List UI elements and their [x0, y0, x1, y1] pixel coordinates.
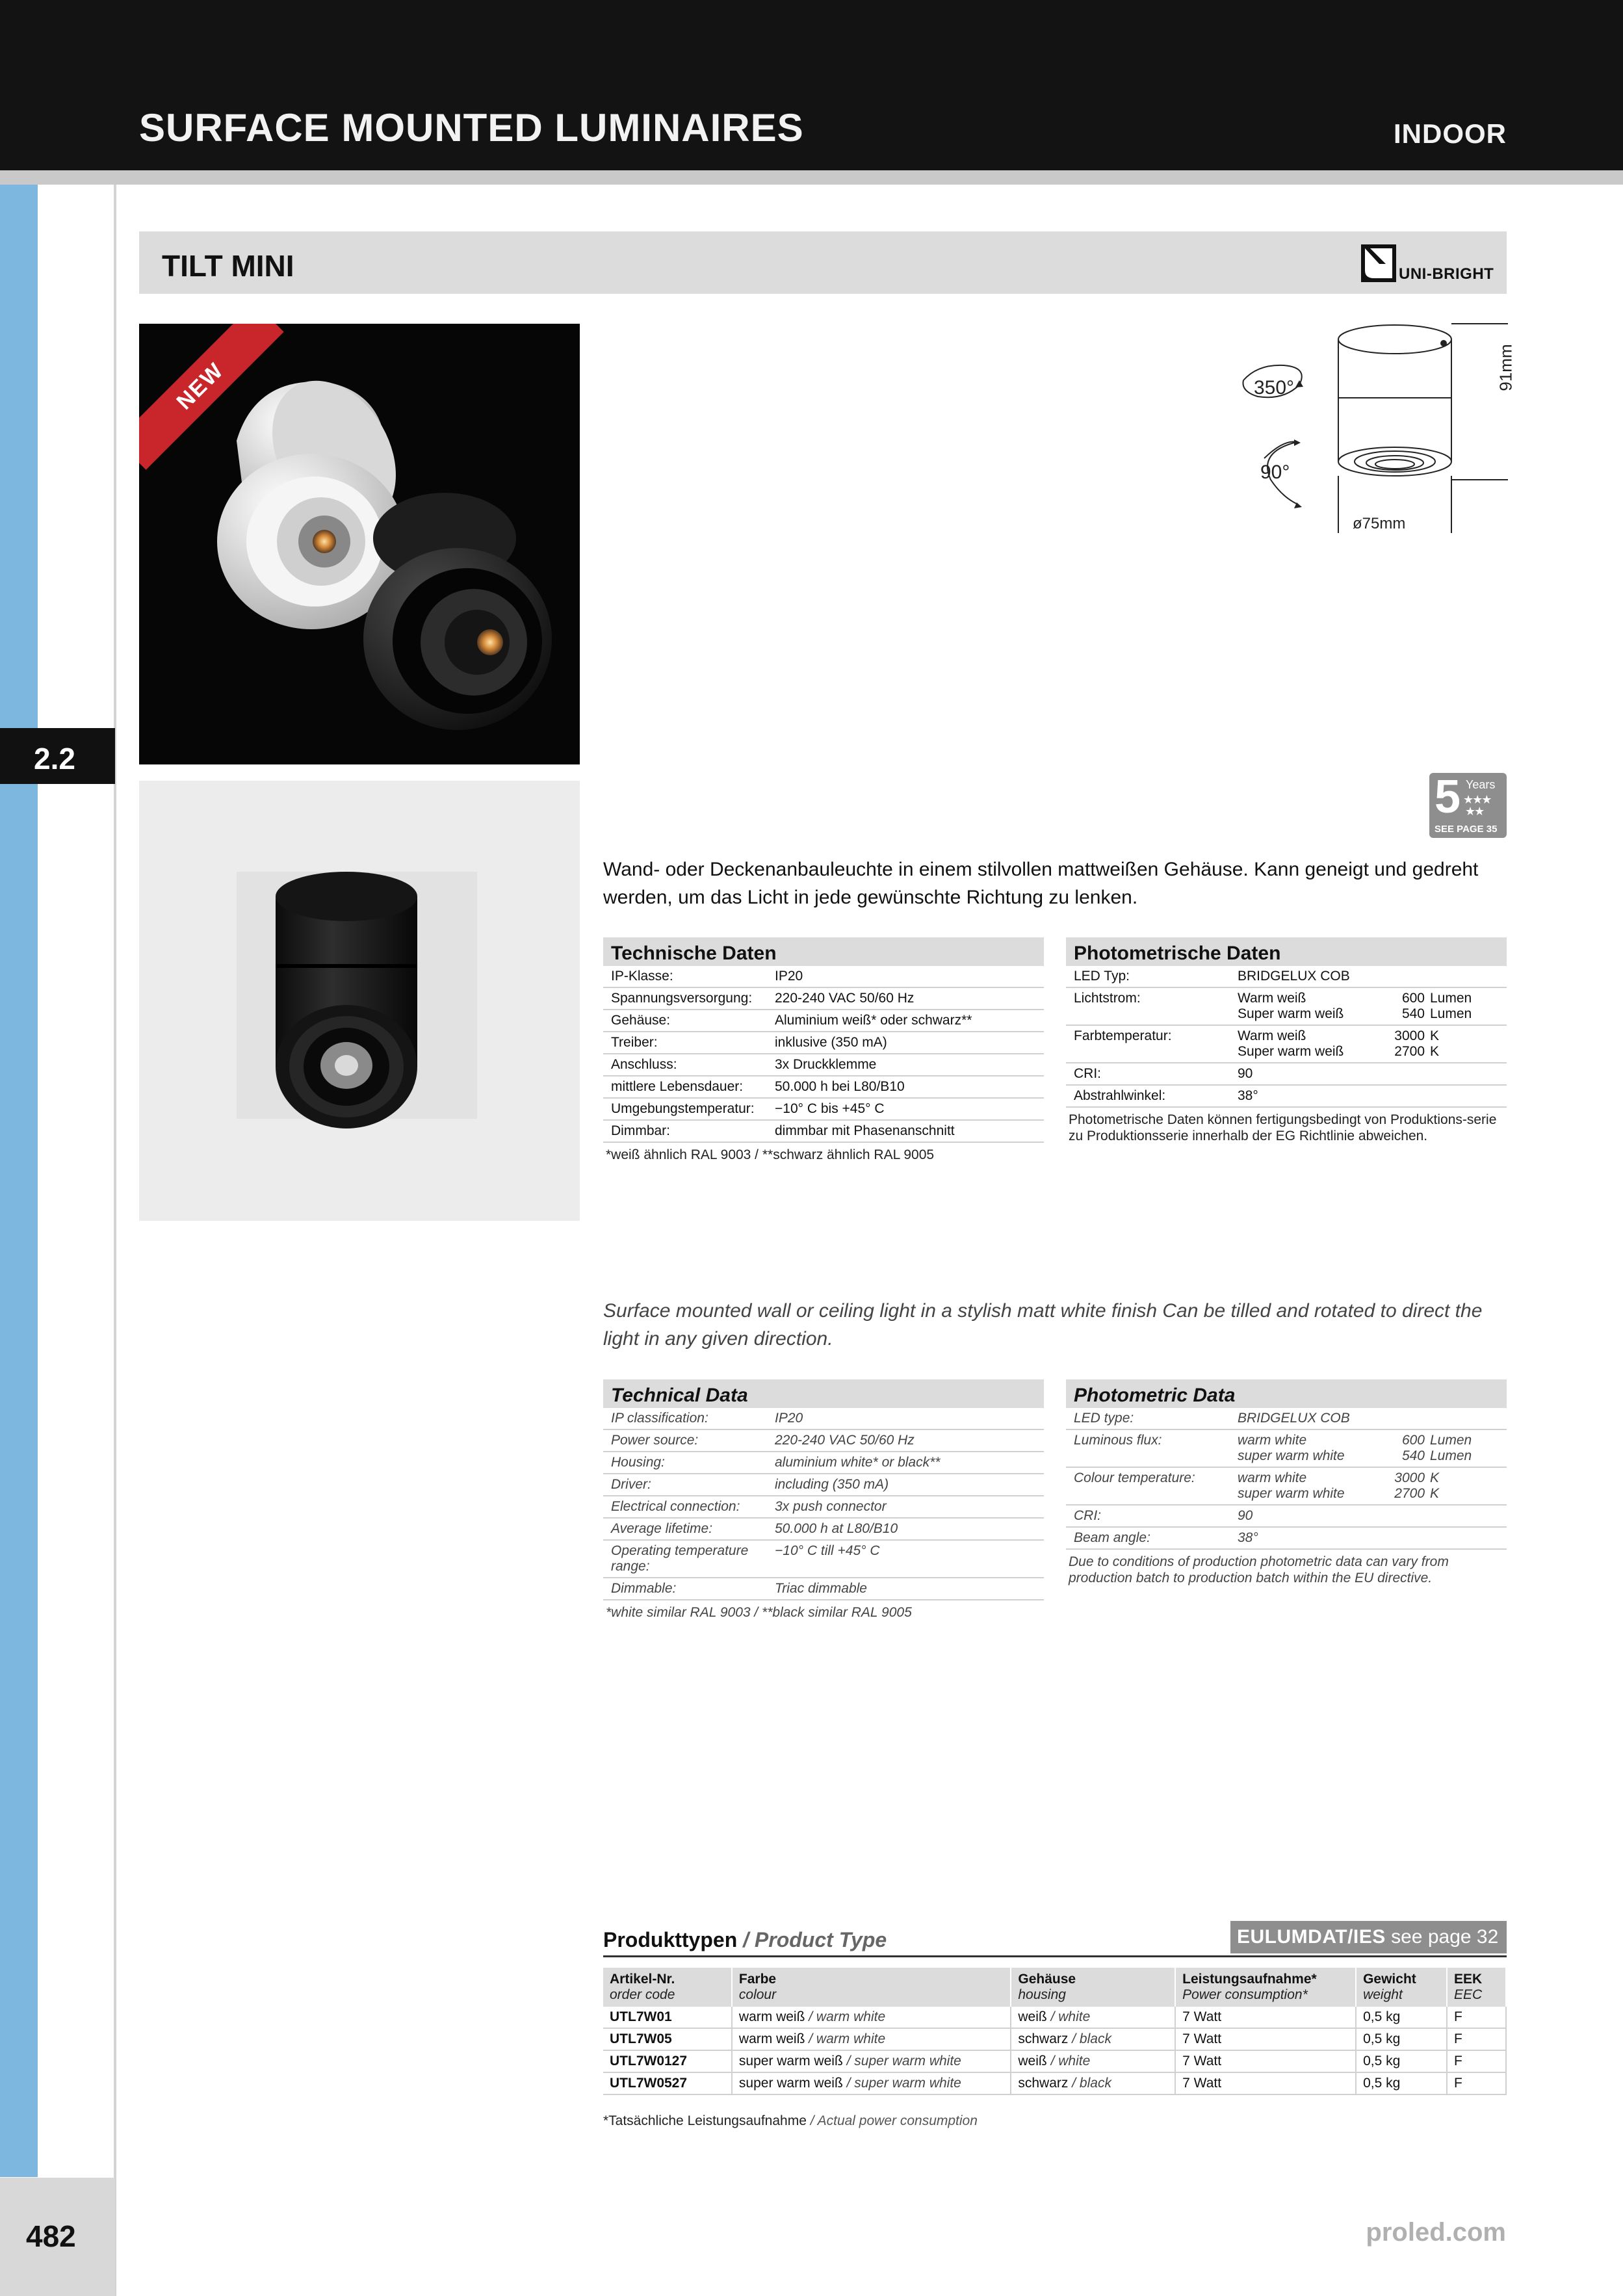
row-value: IP20: [775, 1411, 803, 1426]
row-key: Power source:: [611, 1433, 699, 1448]
table-row: [603, 2028, 1506, 2050]
row-key: IP-Klasse:: [611, 969, 673, 984]
table-row: [603, 966, 1044, 988]
colour-cell: warm weiß / warm white: [732, 2028, 1011, 2050]
weight-cell: 0,5 kg: [1356, 2072, 1447, 2094]
row-key: Operating temperature range:: [611, 1543, 749, 1574]
row-value: Aluminium weiß* oder schwarz**: [775, 1013, 972, 1028]
side-color-bar: [0, 185, 38, 2177]
row-key: mittlere Lebensdauer:: [611, 1079, 744, 1094]
temp-name: super warm white: [1238, 1486, 1345, 1501]
note-en: / Actual power consumption: [810, 2113, 978, 2128]
warranty-number: 5: [1435, 771, 1461, 823]
table-title: Photometric Data: [1066, 1379, 1507, 1408]
housing-cell: weiß / white: [1011, 2050, 1175, 2072]
flux-unit: Lumen: [1430, 1448, 1472, 1463]
luminaire-photo-illustration: [139, 324, 580, 764]
table-row: [603, 1099, 1044, 1121]
flux-value: 540: [1401, 1448, 1425, 1463]
row-key: Spannungsversorgung:: [611, 991, 753, 1006]
product-photo-black: [139, 781, 580, 1221]
flux-name: super warm white: [1238, 1448, 1345, 1463]
row-value: 3x push connector: [775, 1499, 887, 1514]
row-key: Treiber:: [611, 1035, 658, 1050]
col-header: Gehäuse housing: [1011, 1968, 1175, 2007]
product-types-table: [603, 1968, 1507, 2095]
row-value: 220-240 VAC 50/60 Hz: [775, 991, 915, 1006]
row-key: Farbtemperatur:: [1074, 1028, 1172, 1043]
table-row: [1066, 1408, 1507, 1430]
row-key: Dimmbar:: [611, 1123, 671, 1138]
table-note: *white similar RAL 9003 / **black similar RAL 9005: [606, 1605, 912, 1620]
row-key: Umgebungstemperatur:: [611, 1101, 755, 1116]
table-note: *weiß ähnlich RAL 9003 / **schwarz ähnlich RAL 9005: [606, 1147, 935, 1162]
product-name: TILT MINI: [162, 249, 294, 283]
row-value: 90: [1238, 1066, 1253, 1081]
side-divider: [114, 185, 116, 2296]
temp-value: 2700: [1394, 1044, 1425, 1059]
product-types-rule: [603, 1955, 1507, 1957]
temp-name: warm white: [1238, 1470, 1307, 1485]
category-label: INDOOR: [1394, 118, 1507, 149]
temp-unit: K: [1430, 1486, 1440, 1501]
housing-cell: schwarz / black: [1011, 2072, 1175, 2094]
flux-unit: Lumen: [1430, 1433, 1472, 1448]
row-key: LED type:: [1074, 1411, 1134, 1426]
page-number: 482: [26, 2219, 76, 2253]
table-row: [603, 1541, 1044, 1578]
table-row: [603, 1121, 1044, 1143]
description-german: Wand- oder Deckenanbauleuchte in einem stilvollen mattweißen Gehäuse. Kann geneigt und gedreht werden, um das Licht in jede gewünschte Richtung zu lenken.: [603, 859, 1479, 908]
product-title-bar: [139, 231, 1507, 294]
col-header: Artikel-Nr. order code: [603, 1968, 732, 2007]
table-row: [603, 1474, 1044, 1496]
table-row: [1066, 1430, 1507, 1468]
row-key: CRI:: [1074, 1066, 1101, 1081]
product-types-title-en: / Product Type: [743, 1928, 887, 1951]
temp-value: 3000: [1394, 1028, 1425, 1043]
temp-unit: K: [1430, 1044, 1440, 1059]
row-key: Colour temperature:: [1074, 1470, 1195, 1485]
photometric-table-de: [1066, 937, 1507, 1144]
temp-name: Warm weiß: [1238, 1028, 1306, 1043]
flux-name: Warm weiß: [1238, 991, 1306, 1006]
warranty-years-label: Years: [1466, 778, 1496, 791]
temp-value: 3000: [1394, 1470, 1425, 1485]
temp-unit: K: [1430, 1028, 1440, 1043]
housing-cell: weiß / white: [1011, 2007, 1175, 2028]
black-luminaire-illustration: [139, 781, 580, 1221]
product-photo-lifestyle: [139, 324, 580, 764]
table-row: [603, 2050, 1506, 2072]
tech-data-table-de: [603, 937, 1044, 1163]
row-value: −10° C till +45° C: [775, 1543, 880, 1558]
page-title: SURFACE MOUNTED LUMINAIRES: [139, 106, 804, 150]
flux-name: warm white: [1238, 1433, 1307, 1448]
row-key: LED Typ:: [1074, 969, 1130, 984]
table-row: [603, 1578, 1044, 1600]
row-key: Gehäuse:: [611, 1013, 671, 1028]
housing-cell: schwarz / black: [1011, 2028, 1175, 2050]
row-key: Lichtstrom:: [1074, 991, 1141, 1006]
table-row: [1066, 1026, 1507, 1063]
flux-value: 540: [1401, 1006, 1425, 1021]
row-key: Driver:: [611, 1477, 651, 1492]
table-header-row: [603, 1968, 1506, 2007]
power-cell: 7 Watt: [1175, 2028, 1356, 2050]
table-note: Photometrische Daten können fertigungsbedingt von Produktions-serie zu Produktionsserie innerhalb der EG Richtlinie abweichen.: [1069, 1112, 1497, 1143]
diameter-label: ø75mm: [1353, 515, 1406, 532]
table-row: [603, 1519, 1044, 1541]
temp-unit: K: [1430, 1470, 1440, 1485]
eulumdat-link[interactable]: [1230, 1921, 1507, 1953]
row-value: including (350 mA): [775, 1477, 889, 1492]
power-cell: 7 Watt: [1175, 2072, 1356, 2094]
flux-name: Super warm weiß: [1238, 1006, 1344, 1021]
product-types-title: [603, 1928, 887, 1952]
table-row: [603, 1430, 1044, 1452]
row-value: Triac dimmable: [775, 1581, 867, 1596]
eec-cell: F: [1447, 2050, 1506, 2072]
col-header: Leistungsaufnahme* Power consumption*: [1175, 1968, 1356, 2007]
tilt-label: 90°: [1260, 462, 1290, 483]
weight-cell: 0,5 kg: [1356, 2028, 1447, 2050]
header-rule: [0, 170, 1623, 185]
power-cell: 7 Watt: [1175, 2050, 1356, 2072]
row-value: aluminium white* or black**: [775, 1455, 941, 1470]
table-row: [603, 2007, 1506, 2028]
row-key: Luminous flux:: [1074, 1433, 1162, 1448]
row-value: inklusive (350 mA): [775, 1035, 887, 1050]
rotation-label: 350°: [1254, 377, 1295, 398]
row-key: Electrical connection:: [611, 1499, 740, 1514]
row-value: 90: [1238, 1508, 1253, 1523]
row-value: −10° C bis +45° C: [775, 1101, 885, 1116]
weight-cell: 0,5 kg: [1356, 2050, 1447, 2072]
row-key: Housing:: [611, 1455, 665, 1470]
row-key: Dimmable:: [611, 1581, 677, 1596]
order-code: UTL7W01: [603, 2007, 732, 2028]
row-value: IP20: [775, 969, 803, 984]
height-label: 91mm: [1496, 344, 1516, 391]
row-value: 50.000 h at L80/B10: [775, 1521, 898, 1536]
note-de: *Tatsächliche Leistungsaufnahme: [603, 2113, 807, 2128]
tech-data-table-en: [603, 1379, 1044, 1621]
row-value: dimmbar mit Phasenanschnitt: [775, 1123, 955, 1138]
row-key: CRI:: [1074, 1508, 1101, 1523]
flux-unit: Lumen: [1430, 1006, 1472, 1021]
table-title: Technical Data: [603, 1379, 1044, 1408]
flux-value: 600: [1401, 991, 1425, 1006]
table-title: Technische Daten: [603, 937, 1044, 966]
table-row: [603, 2072, 1506, 2094]
table-row: [1066, 1468, 1507, 1506]
table-row: [603, 1032, 1044, 1054]
table-title: Photometrische Daten: [1066, 937, 1507, 966]
warranty-badge: [1429, 773, 1507, 838]
eec-cell: F: [1447, 2007, 1506, 2028]
row-value: 38°: [1238, 1530, 1258, 1545]
table-row: [1066, 1063, 1507, 1086]
product-types-note: [603, 2113, 978, 2129]
footer-site: proled.com: [1366, 2218, 1506, 2247]
table-row: [603, 1408, 1044, 1430]
flux-value: 600: [1401, 1433, 1425, 1448]
table-row: [603, 1076, 1044, 1099]
table-row: [603, 1496, 1044, 1519]
table-row: [603, 1010, 1044, 1032]
eec-cell: F: [1447, 2028, 1506, 2050]
col-header: Farbe colour: [732, 1968, 1011, 2007]
colour-cell: super warm weiß / super warm white: [732, 2072, 1011, 2094]
eulumdat-see: see page 32: [1391, 1926, 1499, 1948]
eec-cell: F: [1447, 2072, 1506, 2094]
product-types-title-de: Produkttypen: [603, 1928, 738, 1951]
table-row: [1066, 988, 1507, 1026]
row-value: BRIDGELUX COB: [1238, 969, 1350, 984]
order-code: UTL7W0127: [603, 2050, 732, 2072]
section-tab: 2.2: [0, 728, 115, 784]
brand-logo: [1361, 244, 1501, 285]
row-key: Abstrahlwinkel:: [1074, 1088, 1166, 1103]
temp-value: 2700: [1394, 1486, 1425, 1501]
photometric-table-en: [1066, 1379, 1507, 1586]
row-key: Beam angle:: [1074, 1530, 1150, 1545]
row-value: 220-240 VAC 50/60 Hz: [775, 1433, 915, 1448]
table-row: [603, 988, 1044, 1010]
col-header: Gewicht weight: [1356, 1968, 1447, 2007]
row-key: Anschluss:: [611, 1057, 677, 1072]
row-value: 38°: [1238, 1088, 1258, 1103]
table-row: [1066, 1086, 1507, 1108]
dimension-drawing-figure: [1232, 312, 1518, 546]
flux-unit: Lumen: [1430, 991, 1472, 1006]
colour-cell: super warm weiß / super warm white: [732, 2050, 1011, 2072]
new-badge: NEW: [139, 324, 284, 470]
col-header: EEK EEC: [1447, 1968, 1506, 2007]
temp-name: Super warm weiß: [1238, 1044, 1344, 1059]
row-value: 3x Druckklemme: [775, 1057, 877, 1072]
eulumdat-label: EULUMDAT/IES: [1237, 1926, 1386, 1948]
table-note: Due to conditions of production photometric data can vary from production batch to production batch within the EU directive.: [1069, 1554, 1449, 1585]
table-row: [603, 1452, 1044, 1474]
row-value: 50.000 h bei L80/B10: [775, 1079, 905, 1094]
table-row: [1066, 1506, 1507, 1528]
row-key: Average lifetime:: [611, 1521, 713, 1536]
row-value: BRIDGELUX COB: [1238, 1411, 1350, 1426]
brand-name: UNI-BRIGHT: [1399, 265, 1494, 283]
dimension-drawing: [1232, 312, 1518, 546]
colour-cell: warm weiß / warm white: [732, 2007, 1011, 2028]
table-row: [1066, 966, 1507, 988]
table-row: [603, 1054, 1044, 1076]
table-row: [1066, 1528, 1507, 1550]
weight-cell: 0,5 kg: [1356, 2007, 1447, 2028]
row-key: IP classification:: [611, 1411, 708, 1426]
order-code: UTL7W0527: [603, 2072, 732, 2094]
warranty-see-page: SEE PAGE 35: [1435, 824, 1498, 835]
order-code: UTL7W05: [603, 2028, 732, 2050]
power-cell: 7 Watt: [1175, 2007, 1356, 2028]
description-english: Surface mounted wall or ceiling light in a stylish matt white finish Can be tilled and rotated to direct the light in any given direction.: [603, 1300, 1483, 1350]
star-icon: ★★★ ★★: [1463, 793, 1491, 818]
brand-mark-icon: [1361, 244, 1396, 282]
